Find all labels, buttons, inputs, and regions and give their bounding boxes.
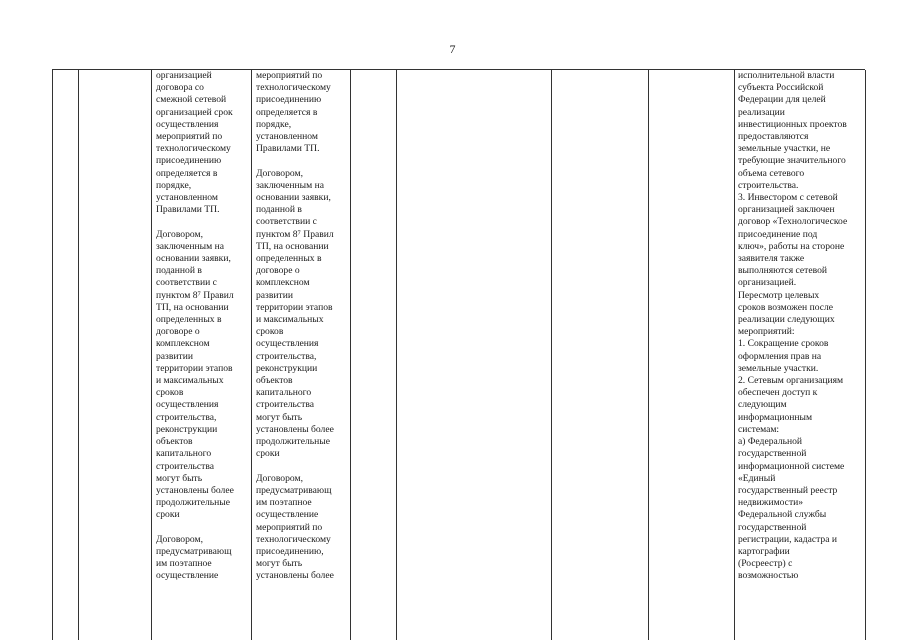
column-divider xyxy=(78,70,79,640)
page-number: 7 xyxy=(449,42,456,56)
cell-text-deadline-procedure: организацией договора со смежной сетевой организацией срок осуществления мероприятий по технологическому присоединению определяется в порядке, установленном Правилами ТП. Договором, заключенным на основании заявки, поданной в соответствии с пунктом 8⁷ Правил ТП, на основании определенных в договоре о комплексном развитии территории этапов и максимальных сроков осуществления строительства, реконструкции объектов капитального строительства могут быть установлены более продолжительные сроки Договором, предусматривающ им поэтапное осуществление xyxy=(156,70,234,582)
column-divider xyxy=(648,70,649,640)
column-divider xyxy=(151,70,152,640)
cell-text-target-deadlines: исполнительной власти субъекта Российской Федерации для целей реализации инвестиционных проектов предоставляются земельные участки, не требующие значительного объема сетевого строительства. 3. Инвестором с сетевой организацией заключен договор «Технологическое присоединение под ключ», работы на стороне заявителя также выполняются сетевой организацией. Пересмотр целевых сроков возможен после реализации следующих мероприятий: 1. Сокращение сроков оформления прав на земельные участки. 2. Сетевым организациям обеспечен доступ к следующим информационным системам: а) Федеральной государственной информационной системе «Единый государственный реестр недвижимости» Федеральной службы государственной регистрации, кадастра и картографии (Росреестр) с возможностью xyxy=(738,70,848,582)
document-table xyxy=(52,69,865,640)
column-divider xyxy=(396,70,397,640)
column-divider xyxy=(350,70,351,640)
column-divider xyxy=(251,70,252,640)
column-divider xyxy=(551,70,552,640)
column-divider xyxy=(734,70,735,640)
cell-text-deadline-procedure-2: мероприятий по технологическому присоединению определяется в порядке, установленном Правилами ТП. Договором, заключенным на основании заявки, поданной в соответствии с пунктом 8⁷ Правил ТП, на основании определенных в договоре о комплексном развитии территории этапов и максимальных сроков осуществления строительства, реконструкции объектов капитального строительства могут быть установлены более продолжительные сроки Договором, предусматривающ им поэтапное осуществление мероприятий по технологическому присоединению, могут быть установлены более xyxy=(256,70,334,582)
